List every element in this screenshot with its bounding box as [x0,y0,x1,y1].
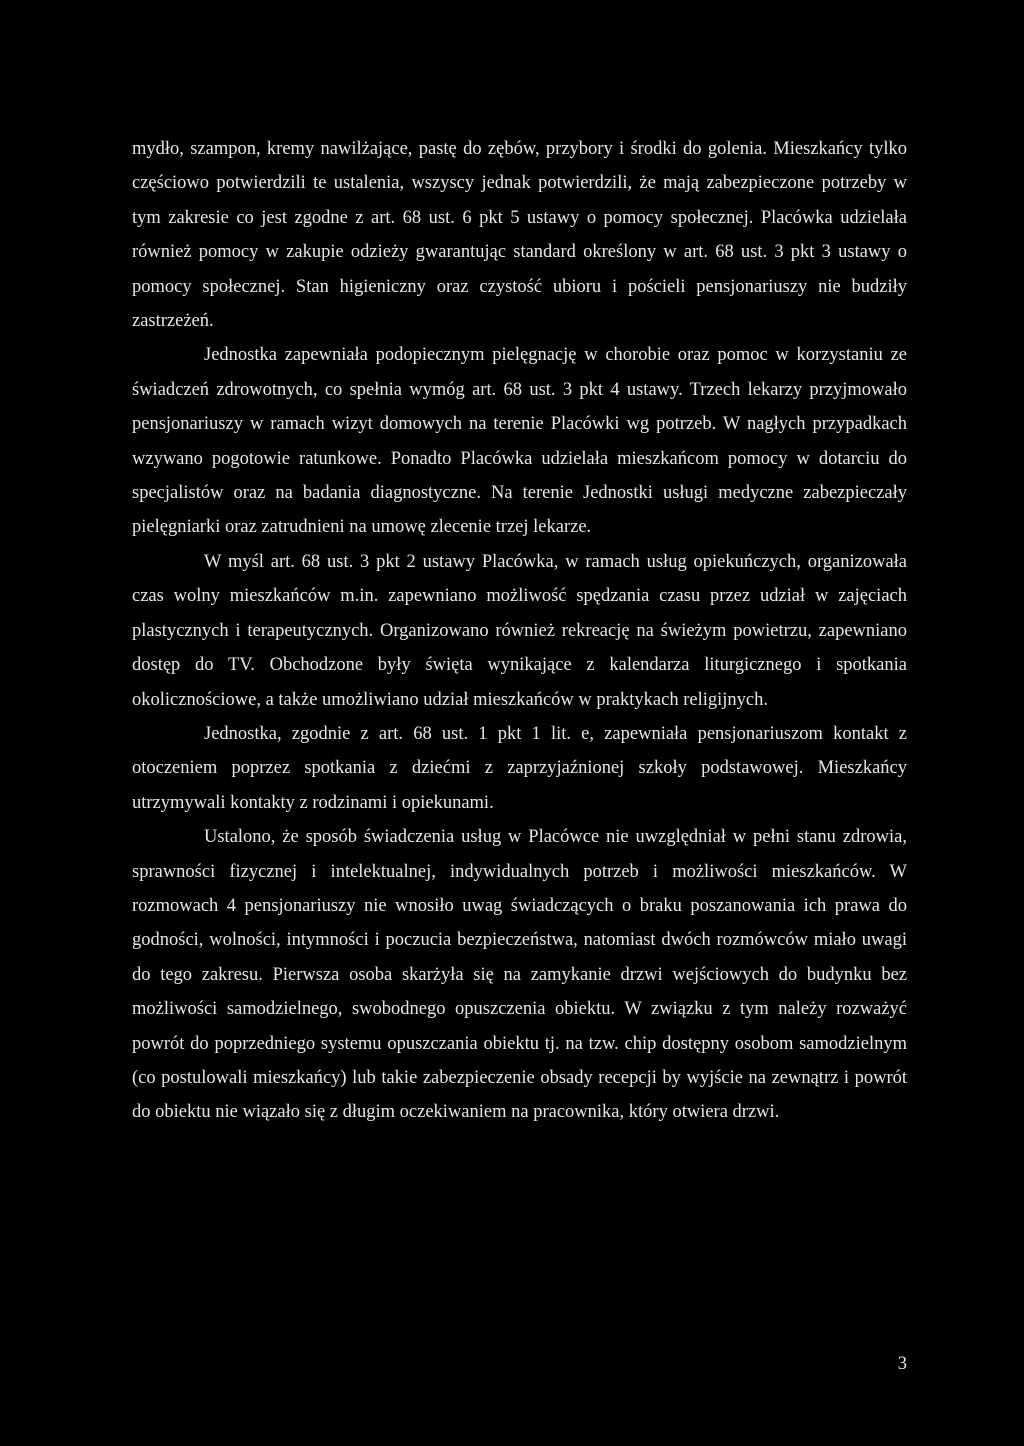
paragraph-contacts: Jednostka, zgodnie z art. 68 ust. 1 pkt 1 lit. e, zapewniała pensjonariuszom kontakt z otoczeniem poprzez spotkania z dziećmi z zaprzyjaźnionej szkoły podstawowej. Mieszkańcy utrzymywali kontakty z rodzinami i opiekunami. [132,723,907,813]
paragraph-findings: Ustalono, że sposób świadczenia usług w Placówce nie uwzględniał w pełni stanu zdrowia, sprawności fizycznej i intelektualnej, indywidualnych potrzeb i możliwości mieszkańców. W rozmowach 4 pensjonariuszy nie wnosiło uwag świadczących o braku poszanowania ich prawa do godności, wolności, intymności i poczucia bezpieczeństwa, natomiast dwóch rozmówców miało uwagi do tego zakresu. Pierwsza osoba skarżyła się na zamykanie drzwi wejściowych do budynku bez możliwości samodzielnego, swobodnego opuszczenia obiektu. W związku z tym należy rozważyć powrót do poprzedniego systemu opuszczania obiektu tj. na tzw. chip dostępny osobom samodzielnym (co postulowali mieszkańcy) lub takie zabezpieczenie obsady recepcji by wyjście na zewnątrz i powrót do obiektu nie wiązało się z długim oczekiwaniem na pracownika, który otwiera drzwi. [132,827,907,1123]
paragraph-healthcare: Jednostka zapewniała podopiecznym pielęgnację w chorobie oraz pomoc w korzystaniu ze świadczeń zdrowotnych, co spełnia wymóg art. 68 ust. 3 pkt 4 ustawy. Trzech lekarzy przyjmowało pensjonariuszy w ramach wizyt domowych na terenie Placówki wg potrzeb. W nagłych przypadkach wzywano pogotowie ratunkowe. Ponadto Placówka udzielała mieszkańcom pomocy w dotarciu do specjalistów oraz na badania diagnostyczne. Na terenie Jednostki usługi medyczne zabezpieczały pielęgniarki oraz zatrudnieni na umowę zlecenie trzej lekarze. [132,345,907,538]
paragraph-hygiene: mydło, szampon, kremy nawilżające, pastę do zębów, przybory i środki do golenia. Mieszkańcy tylko częściowo potwierdzili te ustalenia, wszyscy jednak potwierdzili, że mają zabezpieczone potrzeby w tym zakresie co jest zgodne z art. 68 ust. 6 pkt 5 ustawy o pomocy społecznej. Placówka udzielała również pomocy w zakupie odzieży gwarantując standard określony w art. 68 ust. 3 pkt 3 ustawy o pomocy społecznej. Stan higieniczny oraz czystość ubioru i pościeli pensjonariuszy nie budziły zastrzeżeń. [132,139,907,332]
page-number: 3 [897,1354,907,1374]
paragraph-free-time: W myśl art. 68 ust. 3 pkt 2 ustawy Placówka, w ramach usług opiekuńczych, organizowała czas wolny mieszkańców m.in. zapewniano możliwość spędzania czasu przez udział w zajęciach plastycznych i terapeutycznych. Organizowano również rekreację na świeżym powietrzu, zapewniano dostęp do TV. Obchodzone były święta wynikające z kalendarza liturgicznego i spotkania okolicznościowe, a także umożliwiano udział mieszkańców w praktykach religijnych. [132,551,907,710]
document-body [132,132,907,1130]
